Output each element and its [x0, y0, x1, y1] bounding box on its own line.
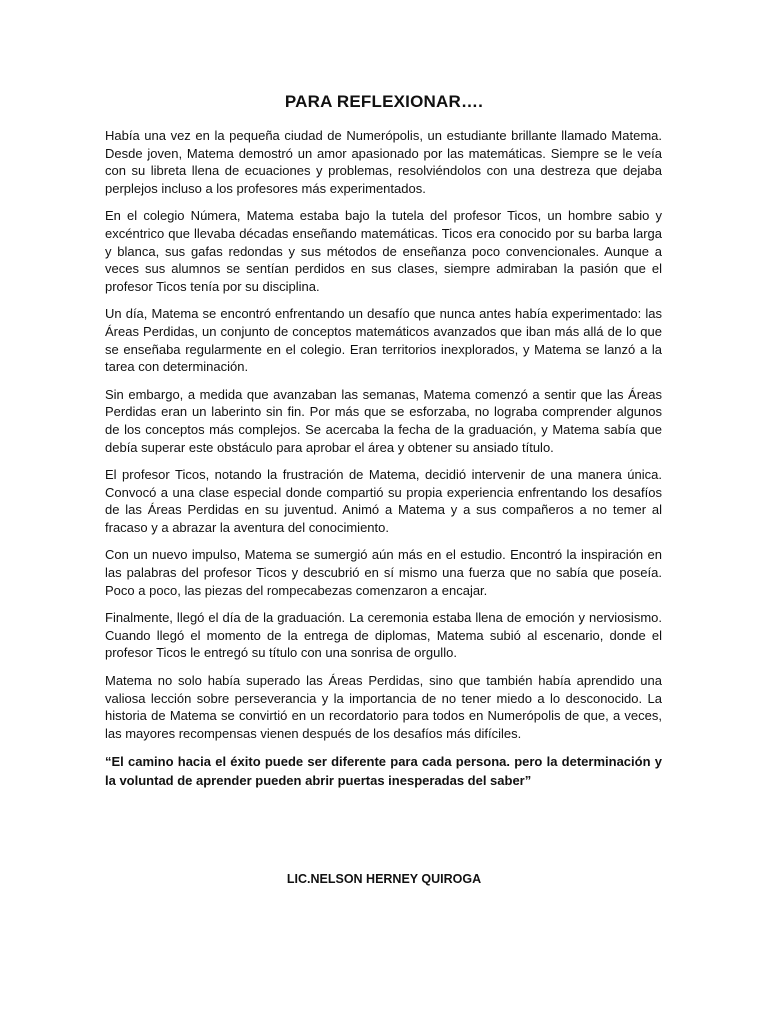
paragraph-6: Con un nuevo impulso, Matema se sumergió aún más en el estudio. Encontró la inspiración en las palabras del profesor Ticos y descubrió en sí mismo una fuerza que no sabía que poseía. Poco a poco, las piezas del rompecabezas comenzaron a encajar.	[105, 547, 662, 598]
paragraph-4: Sin embargo, a medida que avanzaban las semanas, Matema comenzó a sentir que las Áreas Perdidas eran un laberinto sin fin. Por más que se esforzaba, no lograba comprender algunos de los conceptos más complejos. Se acercaba la fecha de la graduación, y Matema sabía que debía superar este obstáculo para aprobar el área y obtener su ansiado título.	[105, 386, 662, 455]
closing-quote: “El camino hacia el éxito puede ser diferente para cada persona. pero la determinación y la voluntad de aprender pueden abrir puertas inesperadas del saber”	[105, 754, 662, 789]
paragraph-8: Matema no solo había superado las Áreas Perdidas, sino que también había aprendido una valiosa lección sobre perseverancia y la importancia de no tener miedo a lo desconocido. La historia de Matema se convirtió en un recordatorio para todos en Numerópolis de que, a veces, las mayores recompensas vienen después de los desafíos más difíciles.	[105, 673, 662, 741]
document-title: PARA REFLEXIONAR….	[284, 92, 484, 111]
author-signature: LIC.NELSON HERNEY QUIROGA	[286, 872, 482, 886]
paragraph-1: Había una vez en la pequeña ciudad de Numerópolis, un estudiante brillante llamado Matema. Desde joven, Matema demostró un amor apasionado por las matemáticas. Siempre se le veía con su libreta llena de ecuaciones y problemas, resolviéndolos con una destreza que dejaba perplejos incluso a los profesores más experimentados.	[105, 128, 662, 196]
paragraph-7: Finalmente, llegó el día de la graduación. La ceremonia estaba llena de emoción y nerviosismo. Cuando llegó el momento de la entrega de diplomas, Matema subió al escenario, donde el profesor Ticos le entregó su título con una sonrisa de orgullo.	[105, 610, 662, 661]
document-body	[105, 127, 662, 790]
paragraph-5: El profesor Ticos, notando la frustración de Matema, decidió intervenir de una manera única. Convocó a una clase especial donde compartió su propia experiencia enfrentando los desafíos de las Áreas Perdidas en su juventud. Animó a Matema y a sus compañeros a no temer al fracaso y a abrazar la aventura del conocimiento.	[105, 467, 662, 535]
paragraph-2: En el colegio Númera, Matema estaba bajo la tutela del profesor Ticos, un hombre sabio y excéntrico que llevaba décadas enseñando matemáticas. Ticos era conocido por su barba larga y blanca, sus gafas redondas y sus métodos de enseñanza poco convencionales. Aunque a veces sus alumnos se sentían perdidos en sus clases, siempre admiraban la pasión que el profesor Ticos tenía por su disciplina.	[105, 208, 662, 294]
paragraph-3: Un día, Matema se encontró enfrentando un desafío que nunca antes había experimentado: las Áreas Perdidas, un conjunto de conceptos matemáticos avanzados que iban más allá de lo que se enseñaba regularmente en el colegio. Eran territorios inexplorados, y Matema se lanzó a la tarea con determinación.	[105, 306, 662, 375]
